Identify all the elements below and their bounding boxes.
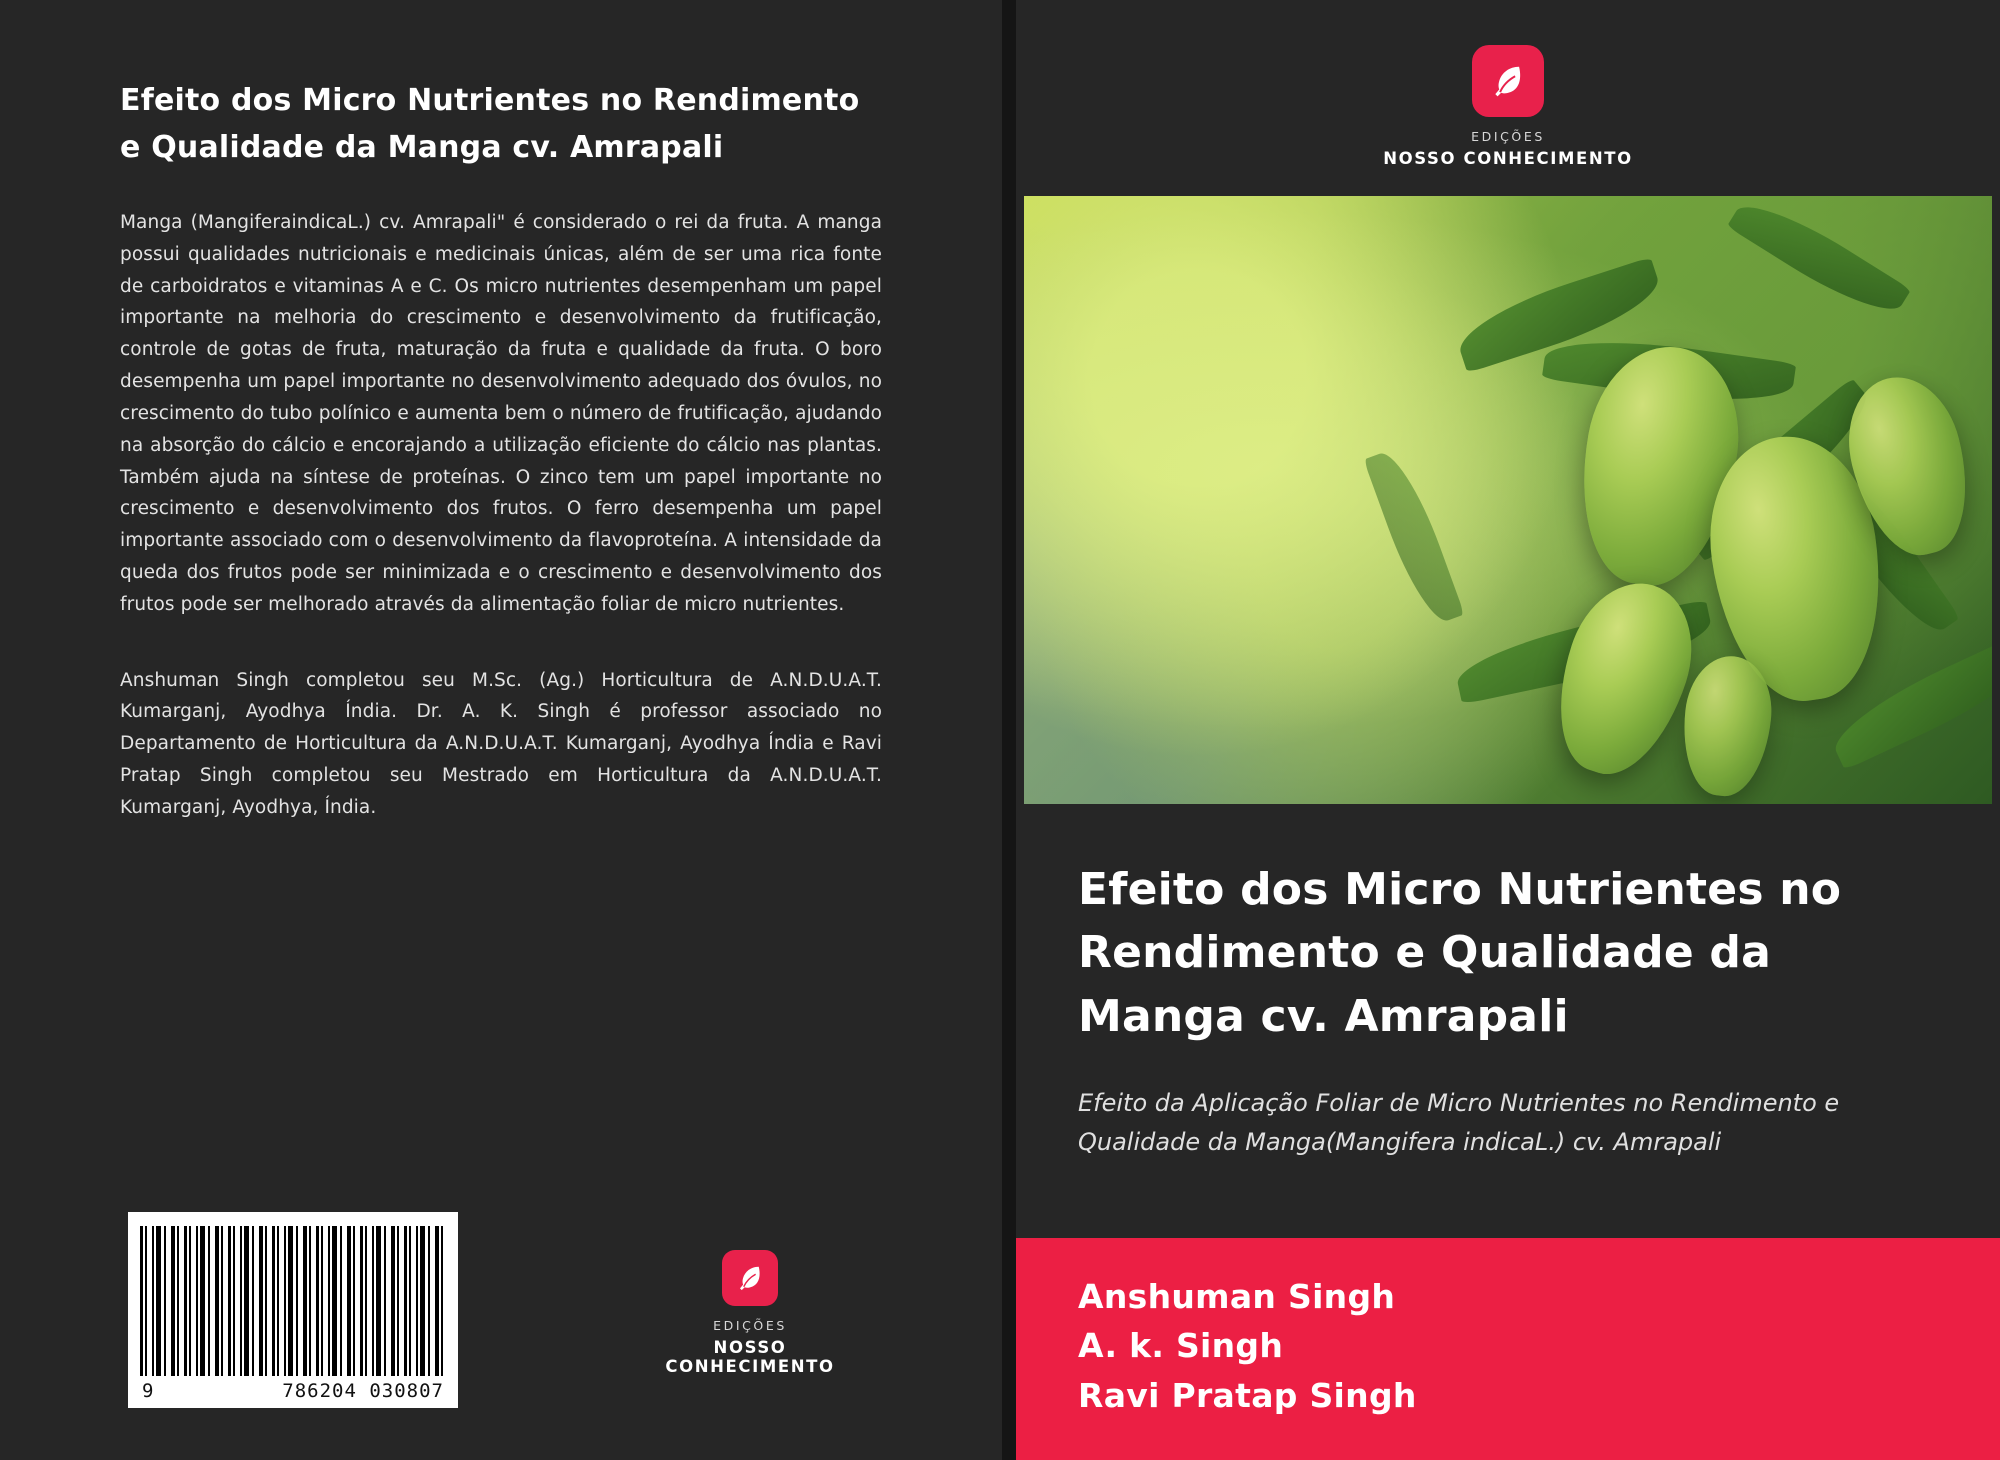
front-cover-text-area	[1016, 804, 2000, 1238]
barcode-digit-main: 786204 030807	[282, 1380, 444, 1402]
front-cover	[1016, 0, 2000, 1460]
publisher-logo-back	[630, 1250, 870, 1376]
publisher-name-line2: NOSSO CONHECIMENTO	[1383, 148, 1633, 168]
leaf-shape	[1727, 196, 1911, 327]
back-cover-title: Efeito dos Micro Nutrientes no Rendimento e Qualidade da Manga cv. Amrapali	[120, 83, 860, 165]
author-name: Anshuman Singh	[1078, 1276, 1396, 1316]
barcode	[128, 1212, 458, 1408]
author-name: A. k. Singh	[1078, 1326, 1284, 1365]
back-cover-author-bio: Anshuman Singh completou seu M.Sc. (Ag.) Horticultura de A.N.D.U.A.T. Kumarganj, Ayodhya Índia. Dr. A. K. Singh é professor associado no Departamento de Horticultura da A.N.D.U.A.T. Kumarganj, Ayodhya Índia e Ravi Pratap Singh completou seu Mestrado em Horticultura da A.N.D.U.A.T. Kumarganj, Ayodhya, Índia.	[120, 669, 882, 818]
publisher-name-line1: EDIÇÕES	[713, 1318, 787, 1333]
quill-feather-icon	[1472, 45, 1544, 117]
author-name: Ravi Pratap Singh	[1078, 1375, 1417, 1415]
leaf-shape	[1363, 445, 1464, 629]
publisher-name-line2: NOSSO CONHECIMENTO	[665, 1338, 835, 1376]
front-cover-title: Efeito dos Micro Nutrientes no Rendimento e Qualidade da Manga cv. Amrapali	[1078, 864, 1842, 1042]
front-cover-subtitle: Efeito da Aplicação Foliar de Micro Nutrientes no Rendimento e Qualidade da Manga(Mangifera indicaL.) cv. Amrapali	[1078, 1089, 1840, 1156]
barcode-digit-prefix: 9	[142, 1380, 155, 1402]
back-cover-abstract: Manga (MangiferaindicaL.) cv. Amrapali" é considerado o rei da fruta. A manga possui qualidades nutricionais e medicinais únicas, além de ser uma rica fonte de carboidratos e vitaminas A e C. Os micro nutrientes desempenham um papel importante na melhoria do crescimento e desenvolvimento da frutificação, controle de gotas de fruta, maturação da fruta e qualidade da fruta. O boro desempenha um papel importante no desenvolvimento adequado dos óvulos, no crescimento do tubo polínico e aumenta bem o número de frutificação, ajudando na absorção do cálcio e encorajando a utilização eficiente do cálcio nas plantas. Também ajuda na síntese de proteínas. O zinco tem um papel importante no crescimento e desenvolvimento dos frutos. O ferro desempenha um papel importante associado com o desenvolvimento da flavoproteína. A intensidade da queda dos frutos pode ser minimizada e o crescimento e desenvolvimento dos frutos pode ser melhorado através da alimentação foliar de micro nutrientes.	[120, 212, 882, 615]
publisher-name-line1: EDIÇÕES	[1471, 128, 1545, 144]
front-cover-publisher-header	[1016, 0, 2000, 196]
quill-feather-icon	[722, 1250, 778, 1306]
mango-fruit	[1537, 567, 1711, 790]
book-spine	[1002, 0, 1016, 1460]
barcode-bars	[140, 1226, 446, 1376]
barcode-digits	[140, 1376, 446, 1402]
authors-band	[1016, 1238, 2000, 1460]
cover-photo-mango-tree	[1024, 196, 1992, 804]
